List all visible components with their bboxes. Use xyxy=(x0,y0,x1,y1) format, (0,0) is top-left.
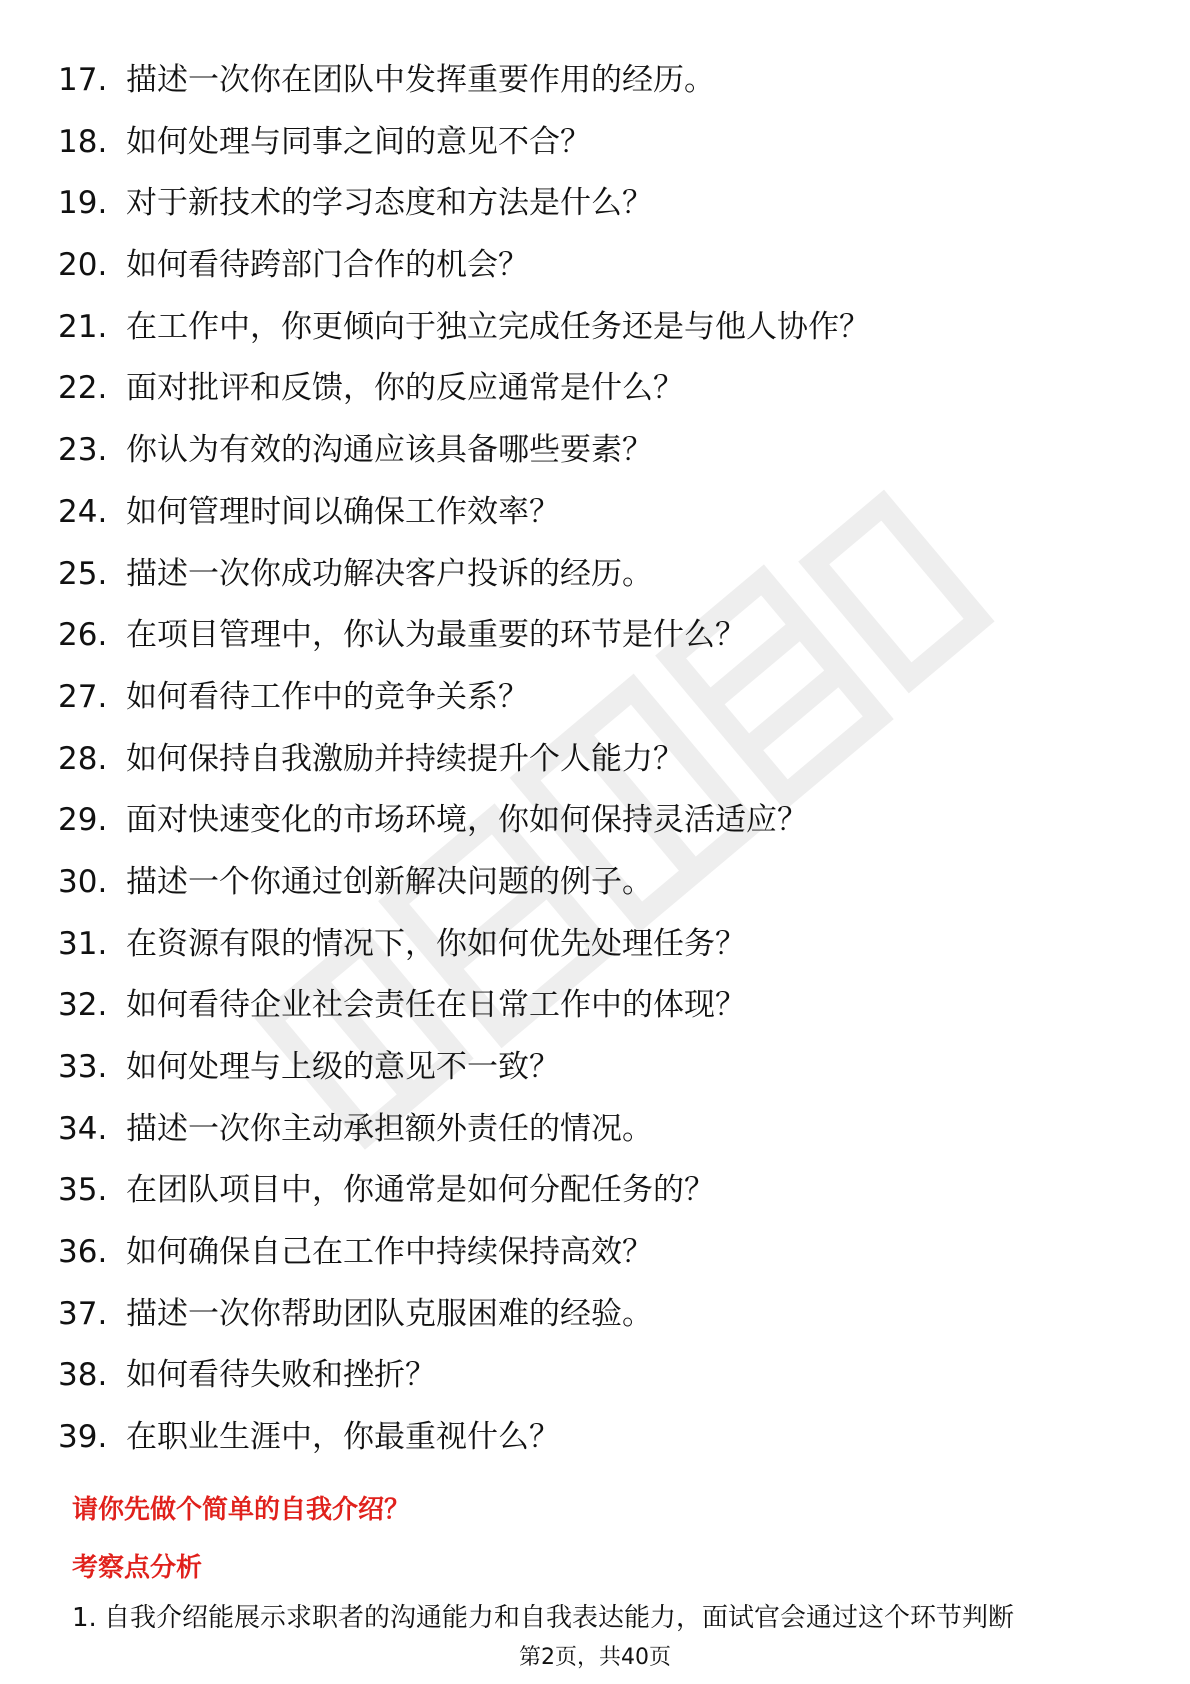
question-number: 24. xyxy=(58,493,108,530)
question-number: 22. xyxy=(58,370,108,407)
intro-question-heading: 请你先做个简单的自我介绍？ xyxy=(72,1495,411,1525)
question-text: 描述一次你主动承担额外责任的情况。 xyxy=(126,1110,653,1147)
list-item xyxy=(58,1037,870,1099)
question-number: 25. xyxy=(58,555,108,592)
question-number: 33. xyxy=(58,1049,108,1085)
list-item xyxy=(58,358,870,420)
question-text: 在资源有限的情况下，你如何优先处理任务？ xyxy=(126,925,746,962)
page-footer: 第2页，共40页 xyxy=(519,1645,671,1670)
list-item xyxy=(58,173,870,235)
list-item xyxy=(58,1160,870,1222)
question-list xyxy=(58,50,870,1469)
question-number: 32. xyxy=(58,987,108,1024)
list-item xyxy=(58,112,870,174)
question-text: 在职业生涯中，你最重视什么？ xyxy=(126,1419,560,1456)
question-text: 如何看待失败和挫折？ xyxy=(126,1357,436,1394)
question-text: 对于新技术的学习态度和方法是什么？ xyxy=(126,185,653,222)
question-number: 37. xyxy=(58,1295,108,1332)
question-text: 如何处理与同事之间的意见不合？ xyxy=(126,123,591,160)
list-item xyxy=(58,605,870,667)
question-text: 在团队项目中，你通常是如何分配任务的？ xyxy=(126,1172,715,1209)
analysis-point xyxy=(72,1597,1014,1634)
question-text: 描述一次你在团队中发挥重要作用的经历。 xyxy=(126,62,715,98)
analysis-point-text: 自我介绍能展示求职者的沟通能力和自我表达能力，面试官会通过这个环节判断 xyxy=(104,1603,1015,1633)
list-item xyxy=(58,1222,870,1284)
question-text: 如何处理与上级的意见不一致？ xyxy=(126,1049,560,1085)
list-item xyxy=(58,1099,870,1161)
list-item xyxy=(58,420,870,482)
question-text: 描述一次你成功解决客户投诉的经历。 xyxy=(126,555,653,592)
question-number: 18. xyxy=(58,123,108,160)
question-number: 39. xyxy=(58,1419,108,1456)
list-item xyxy=(58,544,870,606)
question-number: 26. xyxy=(58,617,108,654)
question-text: 面对快速变化的市场环境，你如何保持灵活适应？ xyxy=(126,802,808,839)
list-item xyxy=(58,50,870,112)
question-number: 38. xyxy=(58,1357,108,1394)
list-item xyxy=(58,914,870,976)
list-item xyxy=(58,482,870,544)
question-text: 如何看待工作中的竞争关系？ xyxy=(126,678,529,715)
question-number: 28. xyxy=(58,740,108,777)
question-text: 面对批评和反馈，你的反应通常是什么？ xyxy=(126,370,684,407)
question-text: 如何看待跨部门合作的机会？ xyxy=(126,247,529,284)
list-item xyxy=(58,729,870,791)
list-item xyxy=(58,1345,870,1407)
question-number: 30. xyxy=(58,863,108,900)
question-number: 17. xyxy=(58,62,108,98)
question-text: 如何看待企业社会责任在日常工作中的体现？ xyxy=(126,987,746,1024)
list-item xyxy=(58,790,870,852)
question-text: 你认为有效的沟通应该具备哪些要素？ xyxy=(126,432,653,469)
question-text: 在项目管理中，你认为最重要的环节是什么？ xyxy=(126,617,746,654)
question-number: 29. xyxy=(58,802,108,839)
question-number: 35. xyxy=(58,1172,108,1209)
analysis-heading: 考察点分析 xyxy=(72,1553,203,1583)
question-text: 在工作中，你更倾向于独立完成任务还是与他人协作？ xyxy=(126,308,870,345)
question-number: 36. xyxy=(58,1234,108,1271)
list-item xyxy=(58,297,870,359)
analysis-point-number: 1. xyxy=(72,1603,97,1633)
list-item xyxy=(58,975,870,1037)
list-item xyxy=(58,1284,870,1346)
question-text: 描述一个你通过创新解决问题的例子。 xyxy=(126,863,653,900)
list-item xyxy=(58,1407,870,1469)
list-item xyxy=(58,667,870,729)
question-text: 如何管理时间以确保工作效率？ xyxy=(126,493,560,530)
list-item xyxy=(58,852,870,914)
question-text: 如何保持自我激励并持续提升个人能力？ xyxy=(126,740,684,777)
question-text: 如何确保自己在工作中持续保持高效？ xyxy=(126,1234,653,1271)
question-number: 34. xyxy=(58,1110,108,1147)
question-number: 27. xyxy=(58,678,108,715)
question-number: 23. xyxy=(58,432,108,469)
list-item xyxy=(58,235,870,297)
question-number: 21. xyxy=(58,308,108,345)
question-number: 19. xyxy=(58,185,108,222)
question-number: 20. xyxy=(58,247,108,284)
question-number: 31. xyxy=(58,925,108,962)
question-text: 描述一次你帮助团队克服困难的经验。 xyxy=(126,1295,653,1332)
